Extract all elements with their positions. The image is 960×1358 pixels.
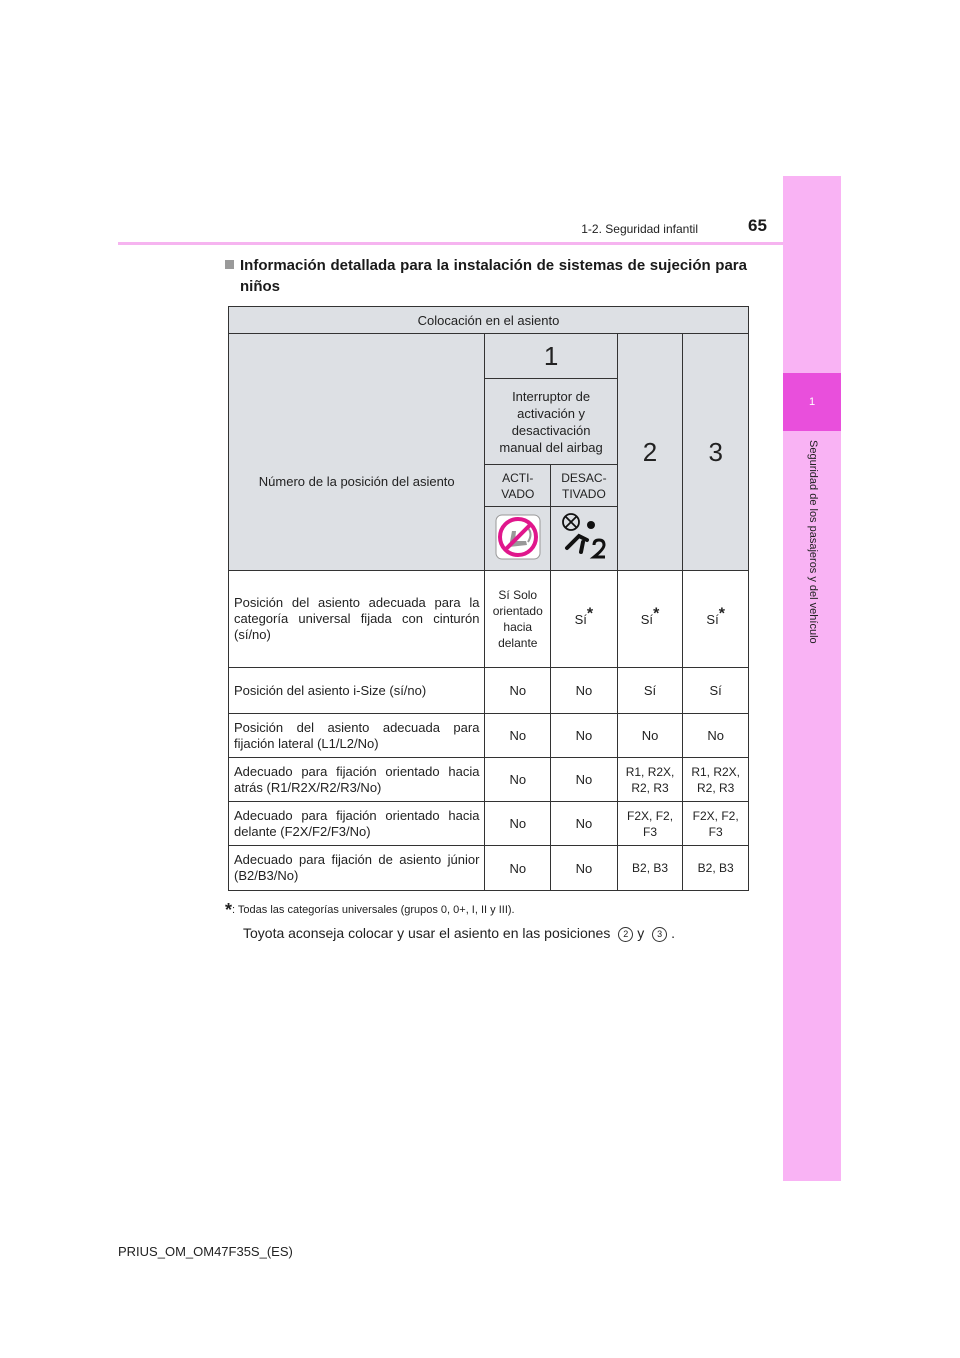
footnote-asterisk: *: [225, 900, 233, 920]
table-cell: Sí Solo orientado hacia delante: [485, 571, 551, 668]
table-cell: R1, R2X, R2, R3: [683, 758, 749, 802]
table-row-label: Adecuado para fijación orientado hacia delante (F2X/F2/F3/No): [229, 802, 485, 846]
asterisk-mark: *: [586, 605, 594, 623]
table-cell: No: [485, 758, 551, 802]
position-3-number: 3: [708, 437, 723, 467]
deactivated-label: DESAC-TIVADO: [551, 465, 618, 507]
table-cell: No: [551, 758, 618, 802]
table-cell: [551, 571, 618, 668]
position-3: [683, 334, 749, 571]
table-cell-text: Sí: [574, 611, 587, 627]
header-rule: [118, 242, 783, 245]
seat-number-label: Número de la posición del asiento: [229, 334, 485, 571]
section-heading: [225, 255, 747, 297]
position-2: [617, 334, 683, 571]
advice-conjunction: y: [637, 925, 645, 941]
footnote: [225, 900, 515, 921]
table-cell: Sí: [683, 668, 749, 714]
table-cell: F2X, F2, F3: [617, 802, 683, 846]
table-cell: No: [551, 714, 618, 758]
asterisk-mark: *: [653, 605, 660, 623]
table-row-label: Posición del asiento adecuada para la categoría universal fijada con cinturón (sí/no): [229, 571, 485, 668]
section-title: 1-2. Seguridad infantil: [581, 222, 698, 236]
table-cell: B2, B3: [617, 846, 683, 891]
footnote-text: : Todas las categorías universales (grupos 0, 0+, I, II y III).: [232, 904, 515, 916]
document-code: PRIUS_OM_OM47F35S_(ES): [118, 1244, 293, 1259]
table-cell: R1, R2X, R2, R3: [617, 758, 683, 802]
side-tab-title-text: Seguridad de los pasajeros y del vehículo: [807, 440, 819, 644]
circled-number-2: 2: [618, 927, 633, 942]
activated-label: ACTI-VADO: [485, 465, 551, 507]
seat-info-table: [228, 306, 749, 891]
table-cell: No: [485, 668, 551, 714]
table-cell: F2X, F2, F3: [683, 802, 749, 846]
heading-text: Información detallada para la instalación de sistemas de sujeción para niños: [240, 257, 747, 295]
table-cell: No: [485, 714, 551, 758]
airbag-off-icon: [495, 514, 541, 560]
table-cell: No: [551, 668, 618, 714]
passenger-airbag-off-cell: [551, 507, 618, 571]
position-1-number: 1: [543, 341, 559, 371]
table-cell: No: [551, 846, 618, 891]
side-tab-title: [783, 440, 841, 680]
table-cell: [683, 571, 749, 668]
advice-paragraph: [243, 925, 675, 942]
switch-label: Interruptor de activación y desactivación manual del airbag: [485, 379, 617, 465]
table-row-label: Posición del asiento adecuada para fijación lateral (L1/L2/No): [229, 714, 485, 758]
airbag-off-cell: [485, 507, 551, 571]
heading-bullet-icon: [225, 260, 234, 269]
table-cell: No: [551, 802, 618, 846]
table-row-label: Adecuado para fijación de asiento júnior (B2/B3/No): [229, 846, 485, 891]
table-cell: No: [485, 802, 551, 846]
side-tab-number: 1: [783, 373, 841, 431]
placement-header: Colocación en el asiento: [229, 307, 749, 334]
position-1: [485, 334, 617, 379]
advice-end: .: [671, 925, 675, 941]
table-cell-text: Sí: [706, 611, 719, 627]
table-cell: No: [617, 714, 683, 758]
circled-number-3: 3: [652, 927, 667, 942]
table-row-label: Posición del asiento i-Size (sí/no): [229, 668, 485, 714]
position-2-number: 2: [642, 437, 658, 467]
table-cell: No: [485, 846, 551, 891]
table-cell: No: [683, 714, 749, 758]
passenger-airbag-off-icon: [559, 512, 609, 562]
table-cell-text: Sí: [640, 611, 654, 627]
advice-text: Toyota aconseja colocar y usar el asiento en las posiciones: [243, 925, 611, 941]
table-row-label: Adecuado para fijación orientado hacia atrás (R1/R2X/R2/R3/No): [229, 758, 485, 802]
asterisk-mark: *: [718, 605, 725, 623]
page-number: 65: [748, 216, 767, 235]
table-cell: Sí: [617, 668, 683, 714]
table-cell: [617, 571, 683, 668]
table-cell: B2, B3: [683, 846, 749, 891]
